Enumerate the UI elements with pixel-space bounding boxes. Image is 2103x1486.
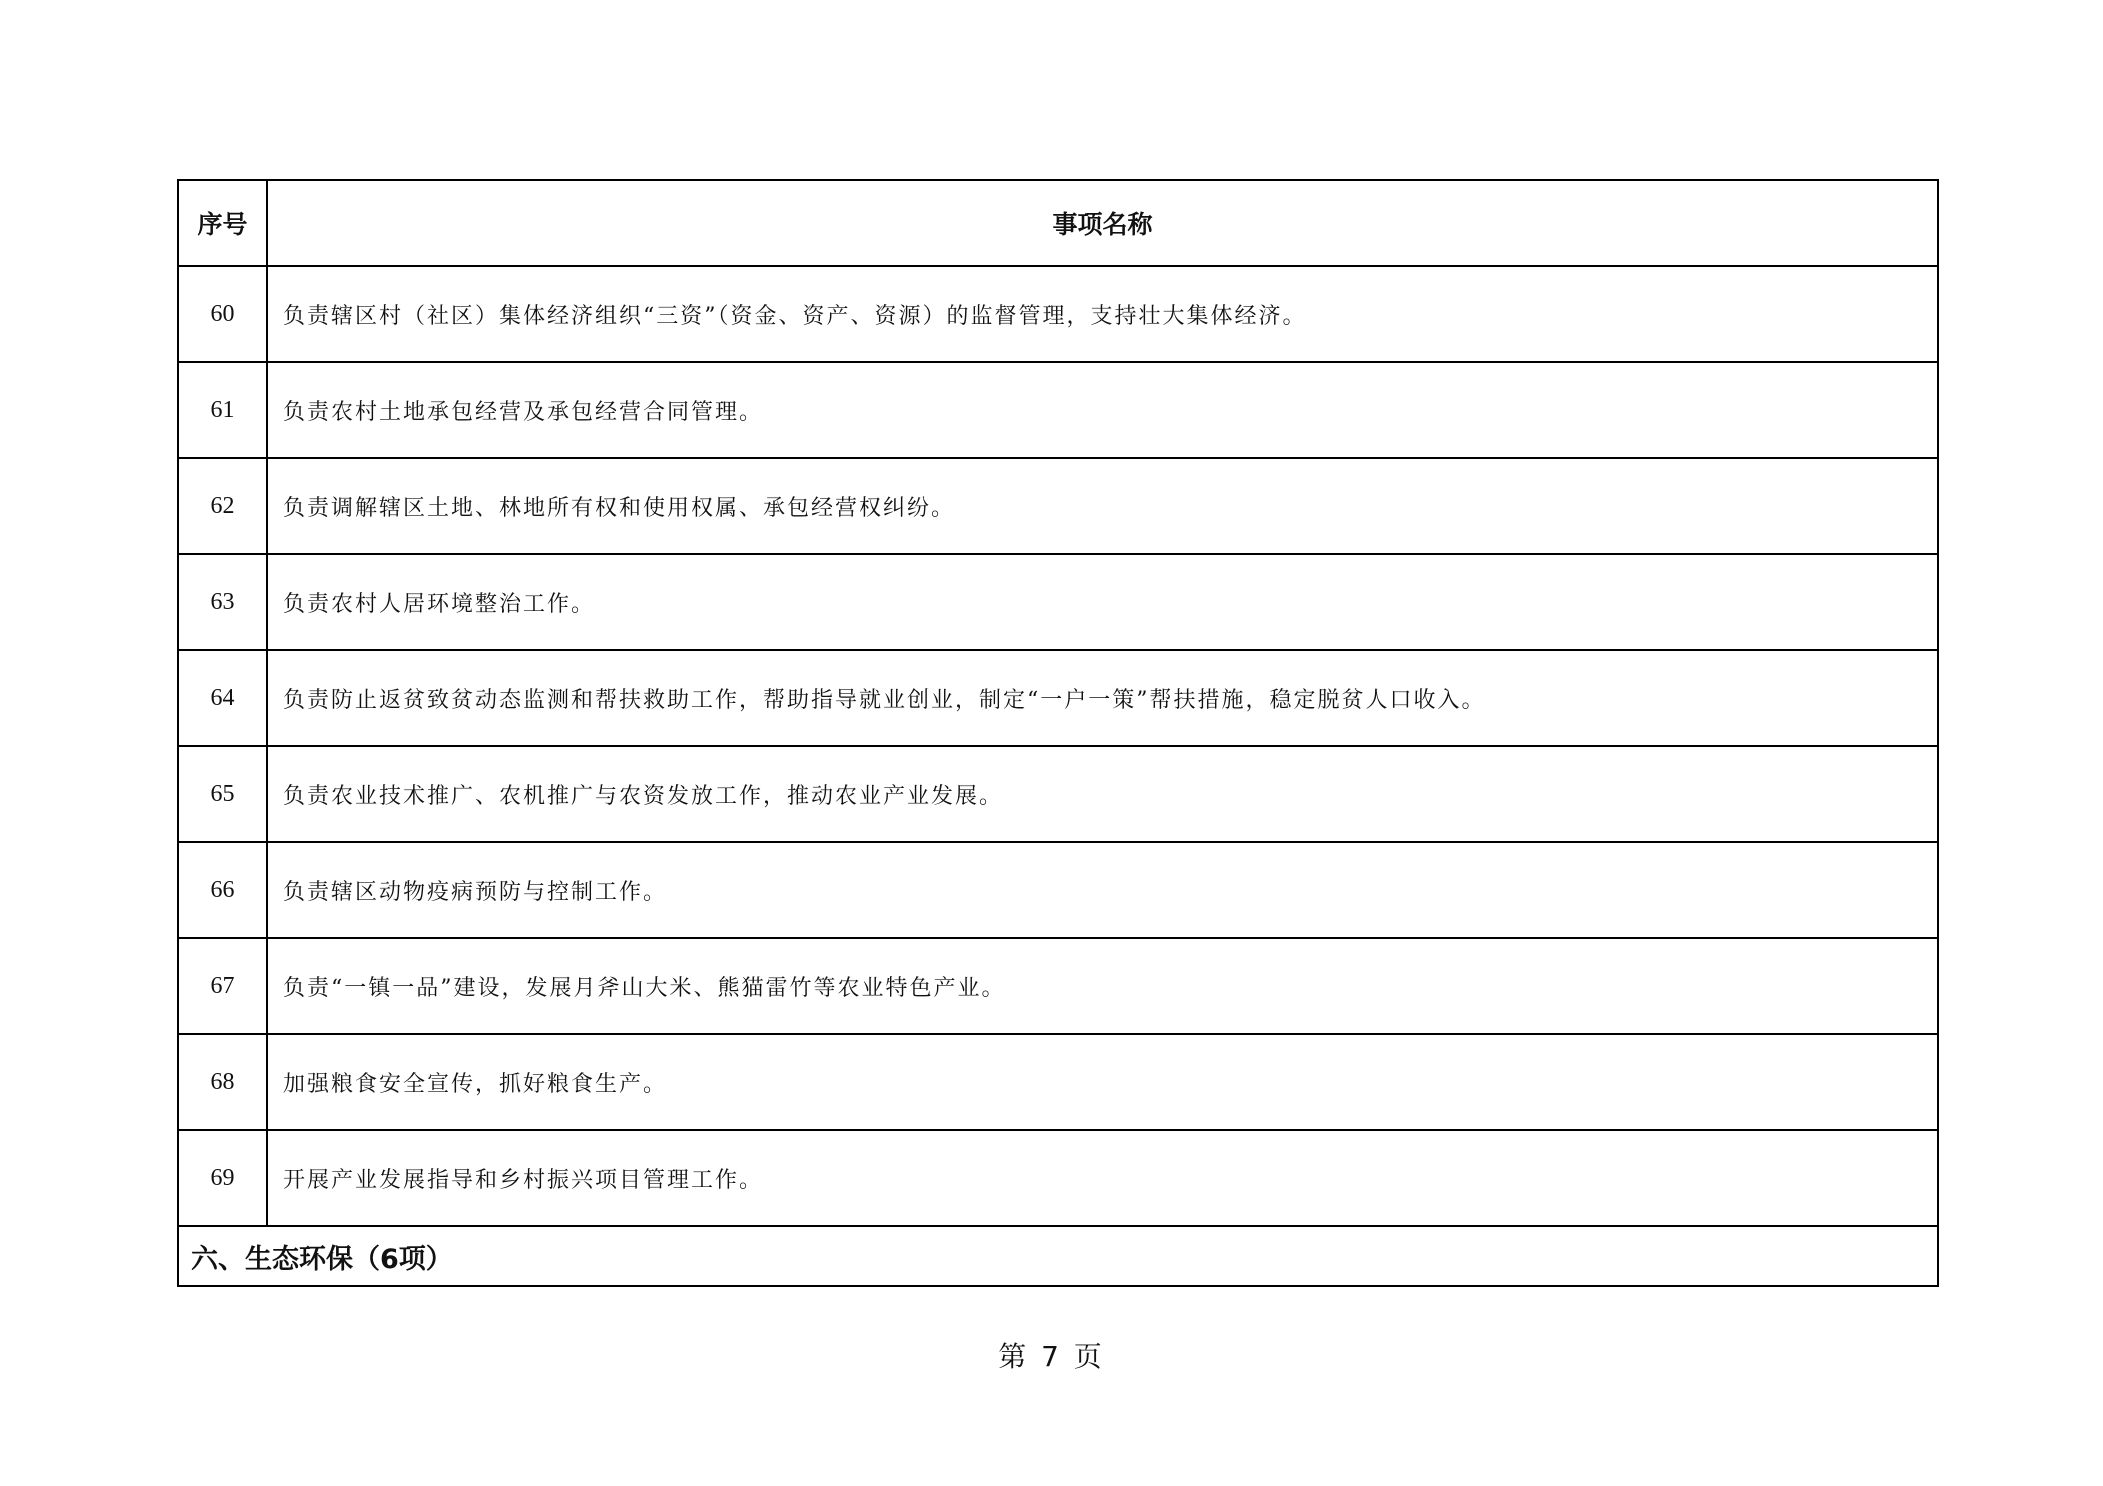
row-item-name: 负责辖区村（社区）集体经济组织“三资”（资金、资产、资源）的监督管理，支持壮大集体经济。 bbox=[267, 266, 1938, 362]
row-item-name: 负责辖区动物疫病预防与控制工作。 bbox=[267, 842, 1938, 938]
table-row bbox=[178, 554, 1938, 650]
row-item-name: 负责农村土地承包经营及承包经营合同管理。 bbox=[267, 362, 1938, 458]
table-row bbox=[178, 938, 1938, 1034]
table-row bbox=[178, 842, 1938, 938]
table-row bbox=[178, 458, 1938, 554]
row-index: 60 bbox=[178, 266, 267, 362]
row-index: 63 bbox=[178, 554, 267, 650]
row-index: 66 bbox=[178, 842, 267, 938]
row-item-name: 负责农村人居环境整治工作。 bbox=[267, 554, 1938, 650]
section-heading-row bbox=[178, 1226, 1938, 1286]
row-item-name: 开展产业发展指导和乡村振兴项目管理工作。 bbox=[267, 1130, 1938, 1226]
section-heading: 六、生态环保（6项） bbox=[178, 1226, 1938, 1286]
table-row bbox=[178, 266, 1938, 362]
row-index: 67 bbox=[178, 938, 267, 1034]
row-item-name: 负责“一镇一品”建设，发展月斧山大米、熊猫雷竹等农业特色产业。 bbox=[267, 938, 1938, 1034]
row-item-name: 负责农业技术推广、农机推广与农资发放工作，推动农业产业发展。 bbox=[267, 746, 1938, 842]
page-number: 第 7 页 bbox=[998, 1340, 1105, 1373]
row-index: 61 bbox=[178, 362, 267, 458]
row-index: 68 bbox=[178, 1034, 267, 1130]
row-item-name: 加强粮食安全宣传，抓好粮食生产。 bbox=[267, 1034, 1938, 1130]
row-item-name: 负责防止返贫致贫动态监测和帮扶救助工作，帮助指导就业创业，制定“一户一策”帮扶措施，稳定脱贫人口收入。 bbox=[267, 650, 1938, 746]
name-column-header: 事项名称 bbox=[267, 180, 1938, 266]
table-header-row bbox=[178, 180, 1938, 266]
row-index: 64 bbox=[178, 650, 267, 746]
table-row bbox=[178, 650, 1938, 746]
index-column-header: 序号 bbox=[178, 180, 267, 266]
table-row bbox=[178, 362, 1938, 458]
items-table bbox=[177, 179, 1939, 1287]
row-index: 62 bbox=[178, 458, 267, 554]
table-row bbox=[178, 746, 1938, 842]
row-item-name: 负责调解辖区土地、林地所有权和使用权属、承包经营权纠纷。 bbox=[267, 458, 1938, 554]
row-index: 69 bbox=[178, 1130, 267, 1226]
table-row bbox=[178, 1034, 1938, 1130]
row-index: 65 bbox=[178, 746, 267, 842]
table-row bbox=[178, 1130, 1938, 1226]
